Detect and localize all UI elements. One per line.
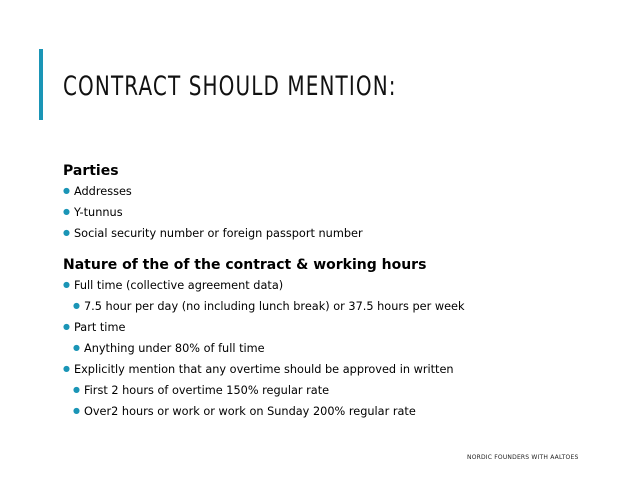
bullet-item-part-time — [63, 322, 125, 333]
sub-bullet-item-hours — [73, 301, 465, 312]
slide-footer: NORDIC FOUNDERS WITH AALTOES — [467, 454, 579, 461]
bullet-item-social-security — [63, 228, 363, 239]
sub-bullet-item-overtime-200 — [73, 406, 416, 417]
sub-bullet-item-overtime-150 — [73, 385, 329, 396]
bullet-text: Addresses — [73, 185, 132, 198]
section-heading-parties: Parties — [63, 163, 119, 179]
bullet-text: Y-tunnus — [73, 206, 123, 219]
bullet-text: Explicitly mention that any overtime should be approved in written — [73, 363, 454, 376]
bullet-item-full-time — [63, 280, 283, 291]
bullet-text: First 2 hours of overtime 150% regular rate — [83, 384, 330, 397]
bullet-icon: ● — [63, 228, 70, 237]
bullet-text: Full time (collective agreement data) — [73, 279, 284, 292]
title-accent-bar — [39, 49, 43, 120]
bullet-item-addresses — [63, 186, 132, 197]
bullet-icon: ● — [73, 385, 80, 394]
bullet-text: Anything under 80% of full time — [83, 342, 265, 355]
bullet-text: Part time — [73, 321, 126, 334]
slide-title: CONTRACT SHOULD MENTION: — [63, 71, 397, 102]
bullet-text: Over2 hours or work or work on Sunday 200% regular rate — [83, 405, 416, 418]
section-heading-nature-of-contract: Nature of the of the contract & working hours — [63, 257, 427, 273]
bullet-icon: ● — [63, 364, 70, 373]
bullet-icon: ● — [63, 207, 70, 216]
bullet-item-y-tunnus — [63, 207, 123, 218]
sub-bullet-item-under-80 — [73, 343, 265, 354]
bullet-icon: ● — [73, 343, 80, 352]
bullet-icon: ● — [73, 301, 80, 310]
bullet-text: 7.5 hour per day (no including lunch break) or 37.5 hours per week — [83, 300, 465, 313]
bullet-icon: ● — [63, 186, 70, 195]
bullet-icon: ● — [63, 280, 70, 289]
bullet-icon: ● — [63, 322, 70, 331]
bullet-text: Social security number or foreign passport number — [73, 227, 363, 240]
bullet-icon: ● — [73, 406, 80, 415]
bullet-item-overtime-approval — [63, 364, 454, 375]
